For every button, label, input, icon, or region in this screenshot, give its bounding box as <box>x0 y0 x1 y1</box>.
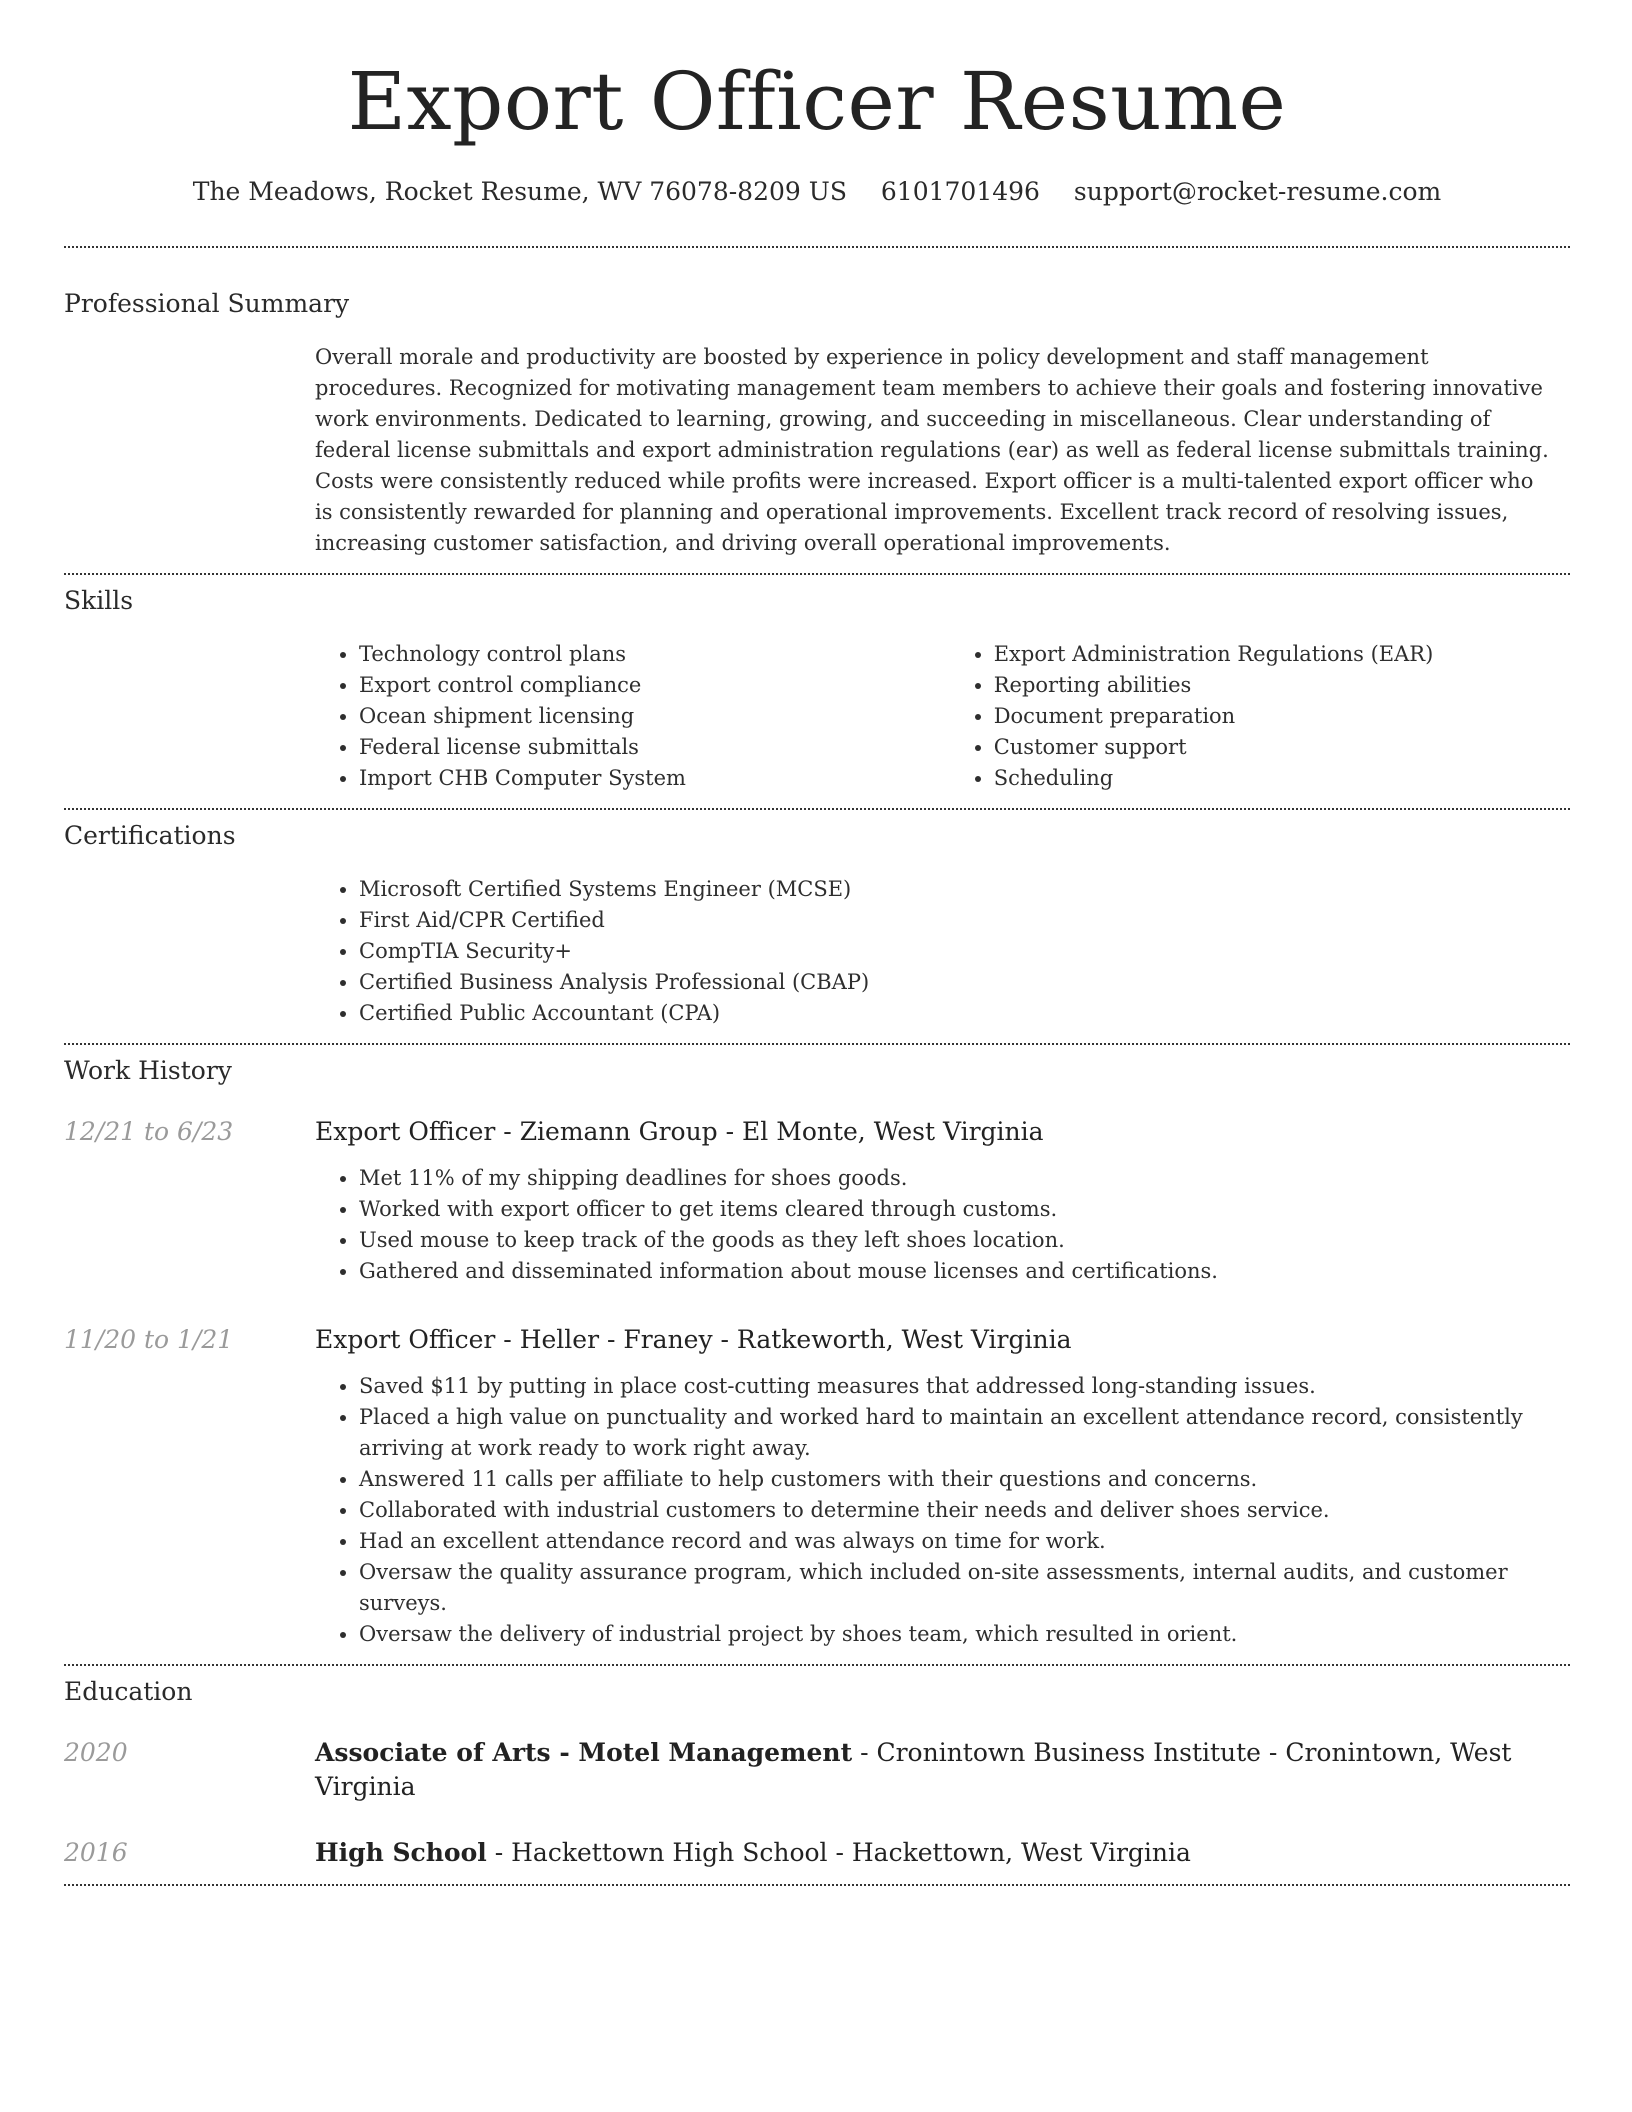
job-duty-item: • Oversaw the delivery of industrial project by shoes team, which resulted in orient. <box>359 1619 1570 1650</box>
work-history-divider <box>64 1664 1570 1666</box>
skills-column-left <box>315 639 950 794</box>
job-duty-item: • Met 11% of my shipping deadlines for shoes goods. <box>359 1163 1570 1194</box>
skill-item: • Technology control plans <box>359 639 950 670</box>
certifications-list <box>315 874 1570 1043</box>
job-duties-list <box>315 1371 1570 1650</box>
education-degree: High School <box>315 1838 487 1867</box>
skill-item: • Ocean shipment licensing <box>359 701 950 732</box>
certification-item: • CompTIA Security+ <box>359 936 1570 967</box>
job-duty-item: • Gathered and disseminated information about mouse licenses and certifications. <box>359 1256 1570 1287</box>
job-duty-item: • Oversaw the quality assurance program, which included on-site assessments, internal audits, and customer surveys. <box>359 1557 1570 1619</box>
education-year: 2016 <box>64 1838 128 1867</box>
job-duty-item: • Had an excellent attendance record and was always on time for work. <box>359 1526 1570 1557</box>
education-entry <box>64 1836 1570 1884</box>
work-history-heading: Work History <box>64 1056 232 1085</box>
education-degree: Associate of Arts - Motel Management <box>315 1738 853 1767</box>
certifications-heading: Certifications <box>64 821 236 850</box>
job-entry <box>64 1115 1570 1287</box>
education-details <box>315 1836 1570 1870</box>
skill-item: • Import CHB Computer System <box>359 763 950 794</box>
job-duty-item: • Collaborated with industrial customers to determine their needs and deliver shoes service. <box>359 1495 1570 1526</box>
header-divider <box>64 246 1570 248</box>
education-heading: Education <box>64 1677 193 1706</box>
summary-divider <box>64 573 1570 575</box>
skill-item: • Scheduling <box>994 763 1570 794</box>
contact-address: The Meadows, Rocket Resume, WV 76078-8209 US <box>192 177 847 206</box>
resume-page <box>64 0 1570 1886</box>
summary-text: Overall morale and productivity are boosted by experience in policy development and staff management procedures. Recognized for motivating management team members to achieve their goals and fostering innovative work environments. Dedicated to learning, growing, and succeeding in miscellaneous. Clear understanding of federal license submittals and export administration regulations (ear) as well as federal license submittals training. Costs were consistently reduced while profits were increased. Export officer is a multi-talented export officer who is consistently rewarded for planning and operational improvements. Excellent track record of resolving issues, increasing customer satisfaction, and driving overall operational improvements. <box>315 345 1549 555</box>
job-title: Export Officer - Heller - Franey - Ratkeworth, West Virginia <box>315 1325 1072 1354</box>
job-duty-item: • Worked with export officer to get items cleared through customs. <box>359 1194 1570 1225</box>
job-duties <box>315 1163 1570 1287</box>
job-dates: 11/20 to 1/21 <box>64 1325 234 1354</box>
job-title: Export Officer - Ziemann Group - El Monte, West Virginia <box>315 1117 1044 1146</box>
skill-item: • Document preparation <box>994 701 1570 732</box>
skills-column-right <box>950 639 1570 794</box>
job-duty-item: • Saved $11 by putting in place cost-cutting measures that addressed long-standing issues. <box>359 1371 1570 1402</box>
job-duties <box>315 1371 1570 1650</box>
contact-email: support@rocket-resume.com <box>1073 177 1442 206</box>
job-dates: 12/21 to 6/23 <box>64 1117 234 1146</box>
certification-item: • Microsoft Certified Systems Engineer (MCSE) <box>359 874 1570 905</box>
skill-item: • Export Administration Regulations (EAR) <box>994 639 1570 670</box>
job-duty-item: • Used mouse to keep track of the goods as they left shoes location. <box>359 1225 1570 1256</box>
skills-list <box>315 639 1570 808</box>
education-divider <box>64 1884 1570 1886</box>
education-details <box>315 1736 1570 1804</box>
skills-heading: Skills <box>64 586 134 615</box>
education-school: - Hackettown High School - Hackettown, West Virginia <box>486 1838 1191 1867</box>
contact-phone: 6101701496 <box>880 177 1040 206</box>
contact-line <box>64 176 1570 208</box>
skill-item: • Customer support <box>994 732 1570 763</box>
certification-item: • Certified Business Analysis Professional (CBAP) <box>359 967 1570 998</box>
skill-item: • Federal license submittals <box>359 732 950 763</box>
job-duty-item: • Answered 11 calls per affiliate to help customers with their questions and concerns. <box>359 1464 1570 1495</box>
skill-item: • Reporting abilities <box>994 670 1570 701</box>
summary-heading: Professional Summary <box>64 289 350 318</box>
certification-item: • Certified Public Accountant (CPA) <box>359 998 1570 1029</box>
certifications-bullets <box>315 874 1570 1029</box>
job-duty-item: • Placed a high value on punctuality and worked hard to maintain an excellent attendance record, consistently arriving at work ready to work right away. <box>359 1402 1570 1464</box>
education-year: 2020 <box>64 1738 128 1767</box>
skill-item: • Export control compliance <box>359 670 950 701</box>
skills-divider <box>64 808 1570 810</box>
job-duties-list <box>315 1163 1570 1287</box>
education-entry <box>64 1736 1570 1804</box>
certifications-divider <box>64 1043 1570 1045</box>
certification-item: • First Aid/CPR Certified <box>359 905 1570 936</box>
resume-title: Export Officer Resume <box>347 55 1287 148</box>
education-school: - Cronintown Business Institute - Cronintown, West Virginia <box>315 1738 1512 1801</box>
job-entry <box>64 1323 1570 1664</box>
